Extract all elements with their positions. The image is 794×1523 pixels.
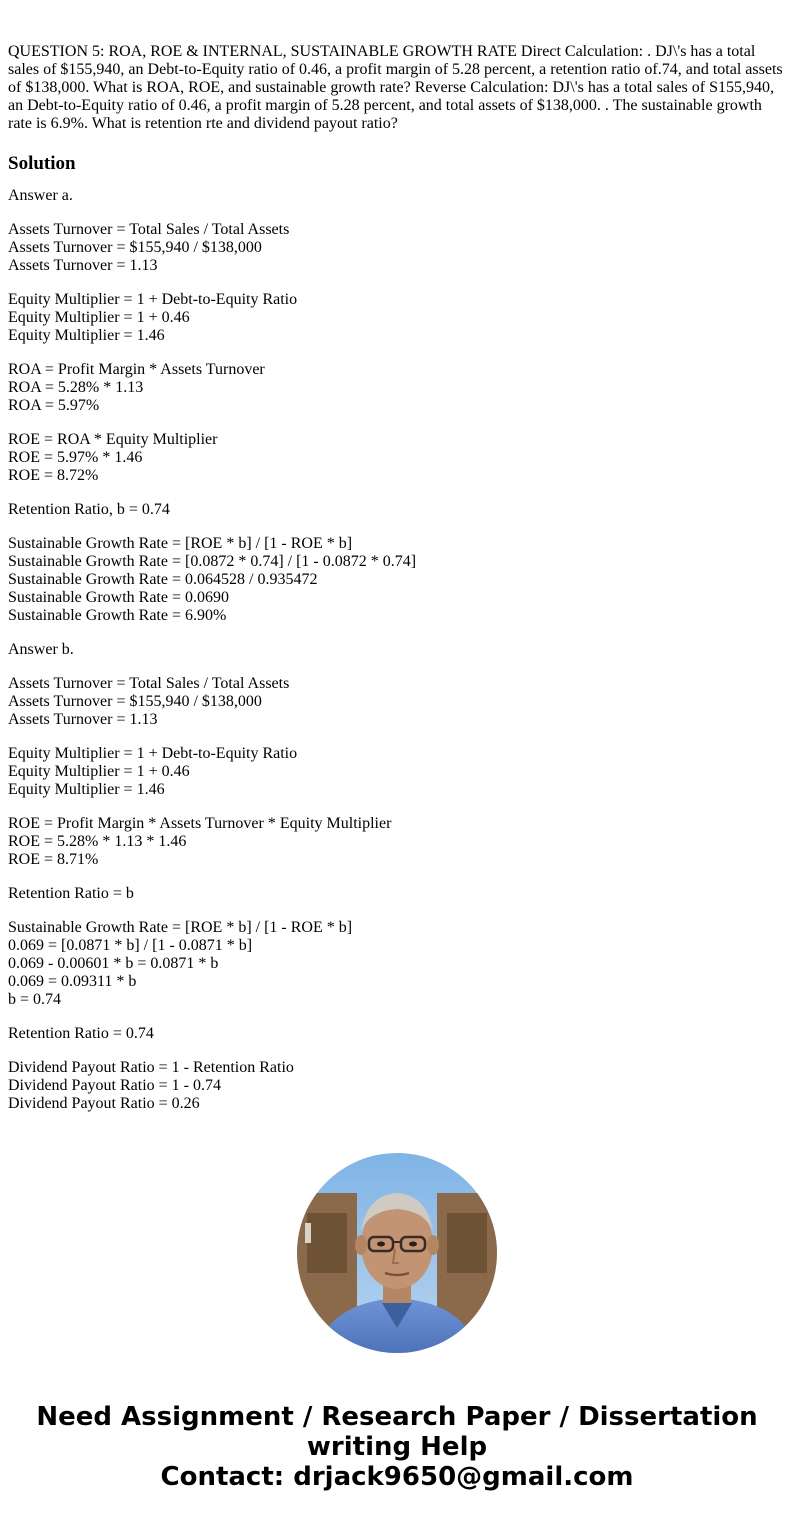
solution-line: Equity Multiplier = 1 + Debt-to-Equity Ratio [8, 745, 298, 762]
promo-contact-line: Contact: drjack9650@gmail.com [160, 1462, 634, 1492]
solution-line: 0.069 - 0.00601 * b = 0.0871 * b [8, 955, 219, 972]
solution-paragraph [8, 221, 786, 275]
promo-footer [0, 1402, 794, 1492]
solution-line: ROE = Profit Margin * Assets Turnover * Equity Multiplier [8, 815, 392, 832]
solution-heading: Solution [8, 153, 76, 174]
solution-line: Sustainable Growth Rate = [ROE * b] / [1 - ROE * b] [8, 919, 353, 936]
solution-paragraph [8, 291, 786, 345]
solution-line: Retention Ratio = b [8, 885, 134, 902]
solution-line: Retention Ratio, b = 0.74 [8, 501, 170, 518]
solution-line: Assets Turnover = 1.13 [8, 711, 158, 728]
solution-line: ROA = 5.97% [8, 397, 100, 414]
solution-line: Equity Multiplier = 1 + 0.46 [8, 763, 190, 780]
solution-paragraph [8, 745, 786, 799]
promo-line-1: Need Assignment / Research Paper / Dissertation [36, 1402, 758, 1432]
solution-paragraph [8, 815, 786, 869]
solution-paragraph [8, 187, 786, 205]
question-text: QUESTION 5: ROA, ROE & INTERNAL, SUSTAINABLE GROWTH RATE Direct Calculation: . DJ\'s has a total sales of $155,940, an Debt-to-Equity ratio of 0.46, a profit margin of 5.28 percent, a retention ratio of.74, and total assets of $138,000. What is ROA, ROE, and sustainable growth rate? Reverse Calculation: DJ\'s has a total sales of S155,940, an Debt-to-Equity ratio of 0.46, a profit margin of 5.28 percent, and total assets of $138,000. . The sustainable growth rate is 6.9%. What is retention rte and dividend payout ratio? [8, 43, 783, 132]
solution-line: ROE = ROA * Equity Multiplier [8, 431, 218, 448]
solution-line: Assets Turnover = Total Sales / Total Assets [8, 221, 290, 238]
solution-paragraph [8, 535, 786, 625]
solution-line: ROE = 8.71% [8, 851, 99, 868]
solution-line: Sustainable Growth Rate = 0.0690 [8, 589, 229, 606]
solution-paragraph [8, 1025, 786, 1043]
promo-line-2: writing Help [306, 1432, 488, 1462]
solution-paragraph [8, 919, 786, 1009]
solution-paragraph [8, 641, 786, 659]
solution-line: Answer a. [8, 187, 73, 204]
solution-line: Assets Turnover = 1.13 [8, 257, 158, 274]
solution-line: Equity Multiplier = 1.46 [8, 781, 165, 798]
solution-line: Sustainable Growth Rate = 6.90% [8, 607, 227, 624]
solution-paragraph [8, 501, 786, 519]
solution-paragraph [8, 361, 786, 415]
solution-line: 0.069 = [0.0871 * b] / [1 - 0.0871 * b] [8, 937, 253, 954]
solution-line: ROE = 5.28% * 1.13 * 1.46 [8, 833, 187, 850]
solution-paragraph [8, 1059, 786, 1113]
solution-line: 0.069 = 0.09311 * b [8, 973, 137, 990]
solution-line: Assets Turnover = Total Sales / Total Assets [8, 675, 290, 692]
solution-line: Retention Ratio = 0.74 [8, 1025, 154, 1042]
solution-line: Equity Multiplier = 1.46 [8, 327, 165, 344]
solution-line: ROA = Profit Margin * Assets Turnover [8, 361, 265, 378]
solution-line: b = 0.74 [8, 991, 62, 1008]
solution-line: Dividend Payout Ratio = 1 - Retention Ratio [8, 1059, 294, 1076]
solution-paragraph [8, 885, 786, 903]
author-avatar [297, 1153, 497, 1353]
solution-line: Assets Turnover = $155,940 / $138,000 [8, 693, 262, 710]
solution-line: ROE = 8.72% [8, 467, 99, 484]
solution-line: Assets Turnover = $155,940 / $138,000 [8, 239, 262, 256]
solution-line: Equity Multiplier = 1 + 0.46 [8, 309, 190, 326]
solution-line: Sustainable Growth Rate = [ROE * b] / [1 - ROE * b] [8, 535, 353, 552]
solution-line: ROA = 5.28% * 1.13 [8, 379, 144, 396]
solution-line: Dividend Payout Ratio = 1 - 0.74 [8, 1077, 222, 1094]
solution-line: Equity Multiplier = 1 + Debt-to-Equity Ratio [8, 291, 298, 308]
solution-line: Sustainable Growth Rate = 0.064528 / 0.935472 [8, 571, 318, 588]
solution-line: Answer b. [8, 641, 74, 658]
author-portrait-image [297, 1153, 497, 1353]
solution-body [8, 187, 786, 1113]
solution-line: ROE = 5.97% * 1.46 [8, 449, 143, 466]
solution-paragraph [8, 431, 786, 485]
solution-line: Sustainable Growth Rate = [0.0872 * 0.74] / [1 - 0.0872 * 0.74] [8, 553, 417, 570]
solution-line: Dividend Payout Ratio = 0.26 [8, 1095, 200, 1112]
solution-paragraph [8, 675, 786, 729]
